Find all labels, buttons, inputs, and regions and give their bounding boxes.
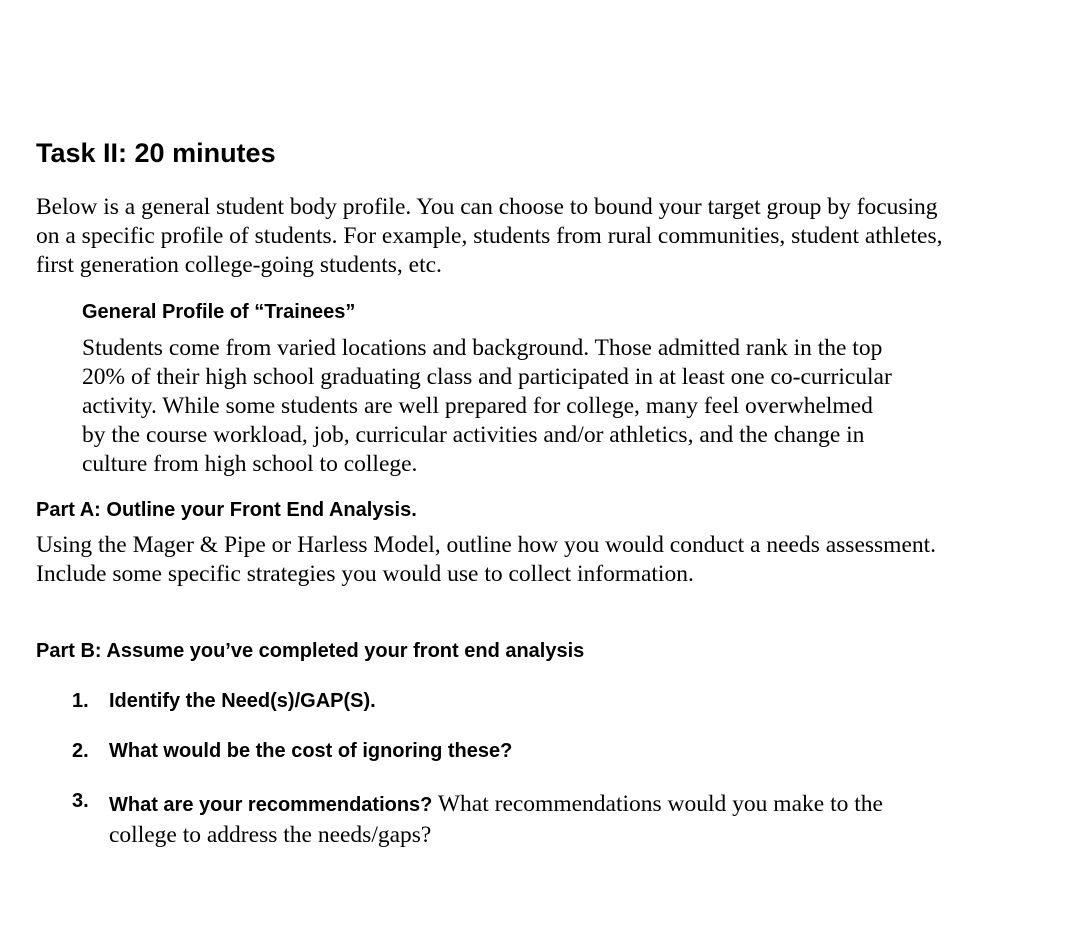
profile-heading: General Profile of “Trainees” <box>82 301 356 323</box>
part-b-heading: Part B: Assume you’ve completed your front end analysis <box>36 640 585 662</box>
list-item-line <box>109 790 883 821</box>
list-item-text: Identify the Need(s)/GAP(S). <box>109 690 376 712</box>
list-item-bold-text: What are your recommendations? <box>109 794 433 816</box>
list-item-text: What would be the cost of ignoring these? <box>109 740 513 762</box>
intro-line: on a specific profile of students. For example, students from rural communities, student athletes, <box>36 223 943 249</box>
profile-paragraph <box>82 334 892 479</box>
intro-line: first generation college-going students, etc. <box>36 252 442 278</box>
profile-line: 20% of their high school graduating class and participated in at least one co-curricular <box>82 364 892 390</box>
list-item-text <box>109 790 883 850</box>
profile-line: by the course workload, job, curricular activities and/or athletics, and the change in <box>82 422 865 448</box>
list-item-number: 3. <box>72 790 89 812</box>
list-item-line: college to address the needs/gaps? <box>109 822 432 848</box>
intro-paragraph <box>36 193 943 280</box>
list-item-normal-text: What recommendations would you make to the <box>432 791 883 817</box>
part-a-paragraph <box>36 531 936 589</box>
part-a-heading: Part A: Outline your Front End Analysis. <box>36 499 417 521</box>
part-a-line: Include some specific strategies you would use to collect information. <box>36 561 694 587</box>
list-item-number: 1. <box>72 690 89 712</box>
task-title: Task II: 20 minutes <box>36 138 276 168</box>
profile-line: activity. While some students are well prepared for college, many feel overwhelmed <box>82 393 873 419</box>
intro-line: Below is a general student body profile. You can choose to bound your target group by focusing <box>36 194 938 220</box>
part-a-line: Using the Mager & Pipe or Harless Model, outline how you would conduct a needs assessment. <box>36 532 937 558</box>
profile-line: Students come from varied locations and background. Those admitted rank in the top <box>82 335 883 361</box>
profile-line: culture from high school to college. <box>82 451 418 477</box>
list-item-number: 2. <box>72 740 89 762</box>
